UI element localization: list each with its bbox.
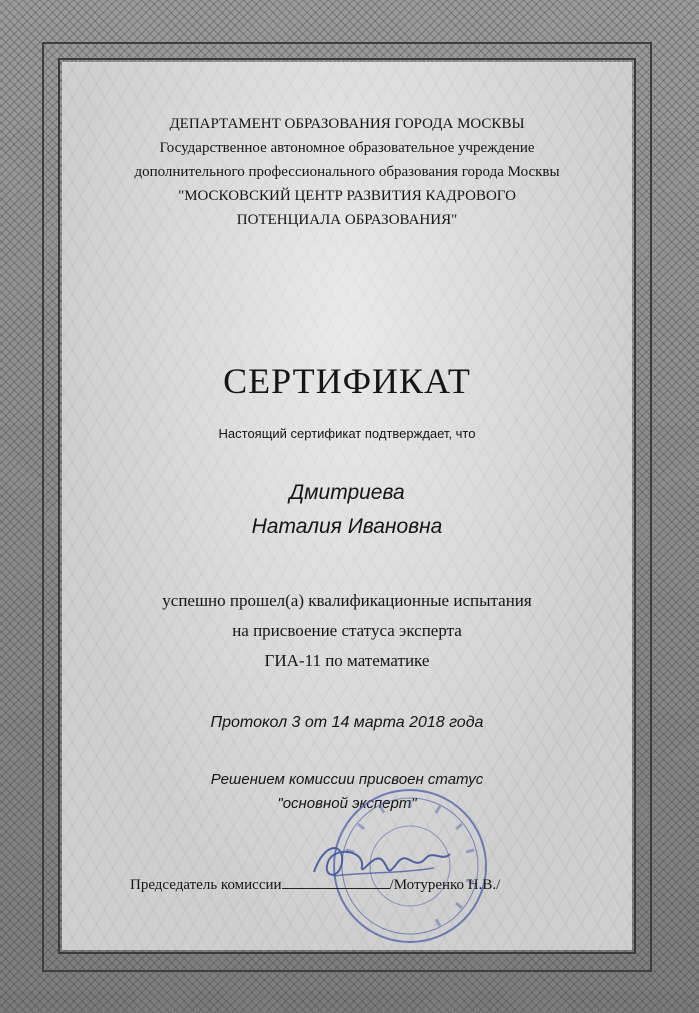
- header-line-institution-name-2: ПОТЕНЦИАЛА ОБРАЗОВАНИЯ": [236, 212, 458, 228]
- signature-row: [130, 874, 500, 894]
- recipient-given-names: Наталия Ивановна: [251, 515, 443, 538]
- recipient-surname: Дмитриева: [289, 481, 405, 504]
- header-line-institution-type: Государственное автономное образовательное учреждение: [159, 140, 535, 156]
- issuer-header: [62, 112, 632, 232]
- certificate-body: [62, 62, 632, 950]
- header-line-department: ДЕПАРТАМЕНТ ОБРАЗОВАНИЯ ГОРОДА МОСКВЫ: [169, 116, 525, 132]
- qualification-line-3: ГИА-11 по математике: [264, 651, 430, 670]
- signatory-name: /Мотуренко Н.В./: [389, 877, 501, 893]
- decision-line-2: "основной эксперт": [277, 795, 417, 812]
- qualification-line-1: успешно прошел(а) квалификационные испытания: [162, 591, 532, 610]
- certificate-title: СЕРТИФИКАТ: [223, 361, 471, 401]
- header-line-institution-name-1: "МОСКОВСКИЙ ЦЕНТР РАЗВИТИЯ КАДРОВОГО: [178, 188, 516, 204]
- intro-text: Настоящий сертификат подтверждает, что: [218, 426, 476, 441]
- signature-label: Председатель комиссии: [130, 877, 282, 893]
- protocol-text: Протокол 3 от 14 марта 2018 года: [210, 714, 484, 731]
- decision-line-1: Решением комиссии присвоен статус: [210, 771, 484, 788]
- qualification-line-2: на присвоение статуса эксперта: [232, 621, 462, 640]
- recipient-name: [62, 476, 632, 544]
- header-line-institution-scope: дополнительного профессионального образования города Москвы: [134, 164, 560, 180]
- signature-line: [282, 874, 390, 889]
- qualification-text: [62, 586, 632, 676]
